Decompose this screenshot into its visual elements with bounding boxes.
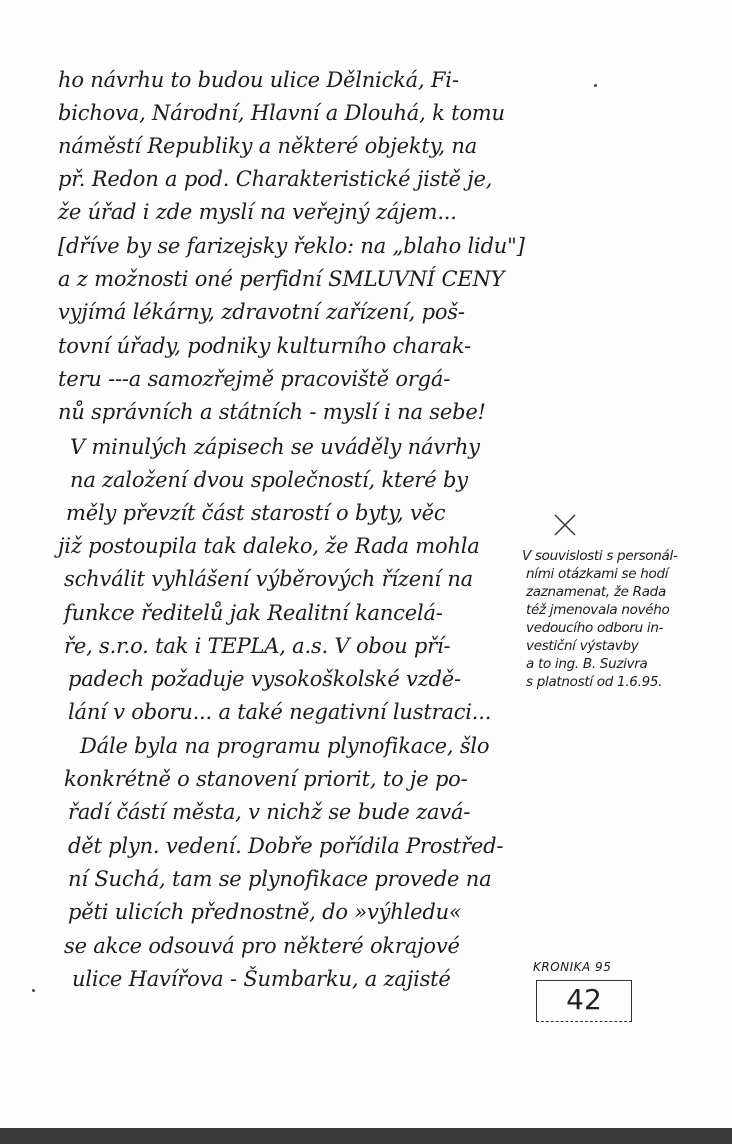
margin-note-line: V souvislosti s personál- xyxy=(522,548,678,564)
text-line: bichova, Národní, Hlavní a Dlouhá, k tomu xyxy=(58,101,505,125)
text-line: ulice Havířova - Šumbarku, a zajisté xyxy=(72,967,451,991)
text-line: že úřad i zde myslí na veřejný zájem... xyxy=(58,200,457,224)
text-line: teru ---a samozřejmě pracoviště orgá- xyxy=(58,367,451,391)
text-line: ní Suchá, tam se plynofikace provede na xyxy=(68,867,492,891)
margin-note-line: vedoucího odboru in- xyxy=(526,620,664,636)
text-line: již postoupila tak daleko, že Rada mohla xyxy=(58,534,480,558)
text-line: na založení dvou společností, které by xyxy=(70,468,468,492)
margin-note-line: ními otázkami se hodí xyxy=(526,566,669,582)
text-line: padech požaduje vysokoškolské vzdě- xyxy=(68,667,461,691)
text-line: řadí částí města, v nichž se bude zavá- xyxy=(68,800,471,824)
text-line: funkce ředitelů jak Realitní kancelá- xyxy=(64,601,443,625)
text-line: lání v oboru... a také negativní lustraci... xyxy=(68,700,492,724)
margin-note-line: a to ing. B. Suzivra xyxy=(526,656,648,672)
speck xyxy=(594,84,597,87)
margin-note-line: zaznamenat, že Rada xyxy=(526,584,666,600)
text-line: se akce odsouvá pro některé okrajové xyxy=(64,934,460,958)
text-line: vyjímá lékárny, zdravotní zařízení, poš- xyxy=(58,300,465,324)
text-line: Dále byla na programu plynofikace, šlo xyxy=(80,734,490,758)
text-line: měly převzít část starostí o byty, věc xyxy=(66,501,446,525)
page-number: 42 xyxy=(566,983,602,1016)
margin-note-line: vestiční výstavby xyxy=(526,638,639,654)
stamp-label: KRONIKA 95 xyxy=(533,960,612,974)
x-mark-icon xyxy=(552,512,578,538)
text-line: tovní úřady, podniky kulturního charak- xyxy=(58,334,471,358)
scan-edge xyxy=(0,1128,732,1144)
chronicle-page-stamp xyxy=(530,960,640,1030)
page-number-box xyxy=(536,980,632,1022)
text-line: pěti ulicích přednostně, do »výhledu« xyxy=(68,900,462,924)
text-line: př. Redon a pod. Charakteristické jistě je, xyxy=(58,167,493,191)
text-line: schválit vyhlášení výběrových řízení na xyxy=(64,567,473,591)
text-line: V minulých zápisech se uváděly návrhy xyxy=(70,435,480,459)
speck xyxy=(32,989,35,992)
text-line: ho návrhu to budou ulice Dělnická, Fi- xyxy=(58,68,459,92)
margin-note-line: též jmenovala nového xyxy=(526,602,670,618)
text-line: [dříve by se farizejsky řeklo: na „blaho lidu"] xyxy=(58,234,525,258)
text-line: a z možnosti oné perfidní SMLUVNÍ CENY xyxy=(58,267,505,291)
text-line: konkrétně o stanovení priorit, to je po- xyxy=(64,767,468,791)
text-line: náměstí Republiky a některé objekty, na xyxy=(58,134,478,158)
text-line: ře, s.r.o. tak i TEPLA, a.s. V obou pří- xyxy=(64,634,451,658)
margin-note-line: s platností od 1.6.95. xyxy=(526,674,663,690)
text-line: nů správních a státních - myslí i na sebe! xyxy=(58,400,486,424)
text-line: dět plyn. vedení. Dobře pořídila Prostřed- xyxy=(68,834,504,858)
